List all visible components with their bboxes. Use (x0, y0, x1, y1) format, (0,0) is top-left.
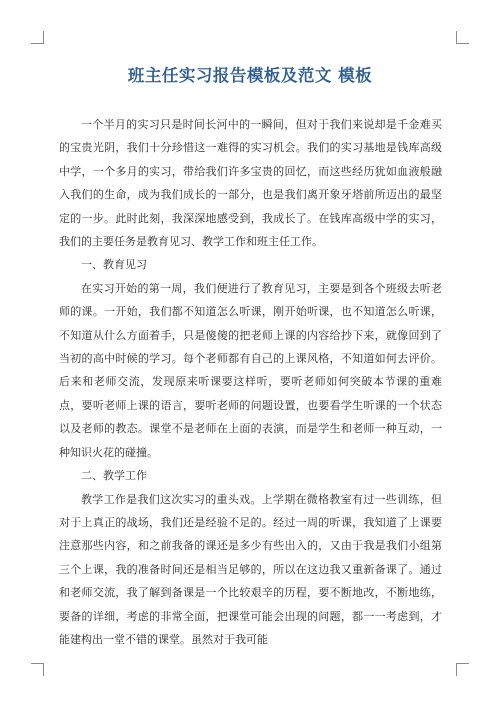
document-body (59, 113, 442, 651)
section-heading-education-observation: 一、教育见习 (81, 258, 147, 272)
paragraph-education-observation: 在实习开始的第一周，我们便进行了教育见习，主要是到各个班级去听老师的课。一开始，我们都不知道怎么听课，刚开始听课，也不知道怎么听课，不知道从什么方面着手，只是傻傻的把老师上课的内容给抄下来，就像回到了当初的高中时候的学习。每个老师都有自己的上课风格，不知道如何去评价。后来和老师交流，发现原来听课要这样听，要听老师如何突破本节课的重难点，要听老师上课的语言，要听老师的问题设置，也要看学生听课的一个状态以及老师的教态。课堂不是老师在上面的表演，而是学生和老师一种互动，一种知识火花的碰撞。 (59, 281, 442, 459)
crop-mark-bottom-right (456, 663, 469, 676)
paragraph-teaching-work: 教学工作是我们这次实习的重头戏。上学期在微格教室有过一些训练，但对于上真正的战场，我们还是经验不足的。经过一周的听课，我知道了上课要注意那些内容，和之前我备的课还是多少有些出入的，又由于我是我们小组第三个上课，我的准备时间还是相当足够的，所以在这边我又重新备课了。通过和老师交流，我了解到备课是一个比较艰辛的历程，要不断地改，不断地练，要备的详细，考虑的非常全面，把课堂可能会出现的问题，都一一考虑到，才能建构出一堂不错的课堂。虽然对于我可能 (59, 492, 442, 646)
crop-mark-top-left (31, 31, 44, 44)
crop-mark-top-right (456, 31, 469, 44)
document-title: 班主任实习报告模板及范文 模板 (127, 66, 373, 85)
crop-mark-bottom-left (31, 663, 44, 676)
paragraph-intro: 一个半月的实习只是时间长河中的一瞬间，但对于我们来说却是千金难买的宝贵光阴，我们十分珍惜这一难得的实习机会。我们的实习基地是钱库高级中学，一个多月的实习，带给我们许多宝贵的回忆，而这些经历犹如血液般融入我们的生命，成为我们成长的一部分，也是我们离开象牙塔前所迈出的最坚定的一步。此时此刻，我深深地感受到，我成长了。在钱库高级中学的实习，我们的主要任务是教育见习、教学工作和班主任工作。 (59, 118, 442, 249)
section-heading-teaching-work: 二、教学工作 (81, 469, 147, 483)
